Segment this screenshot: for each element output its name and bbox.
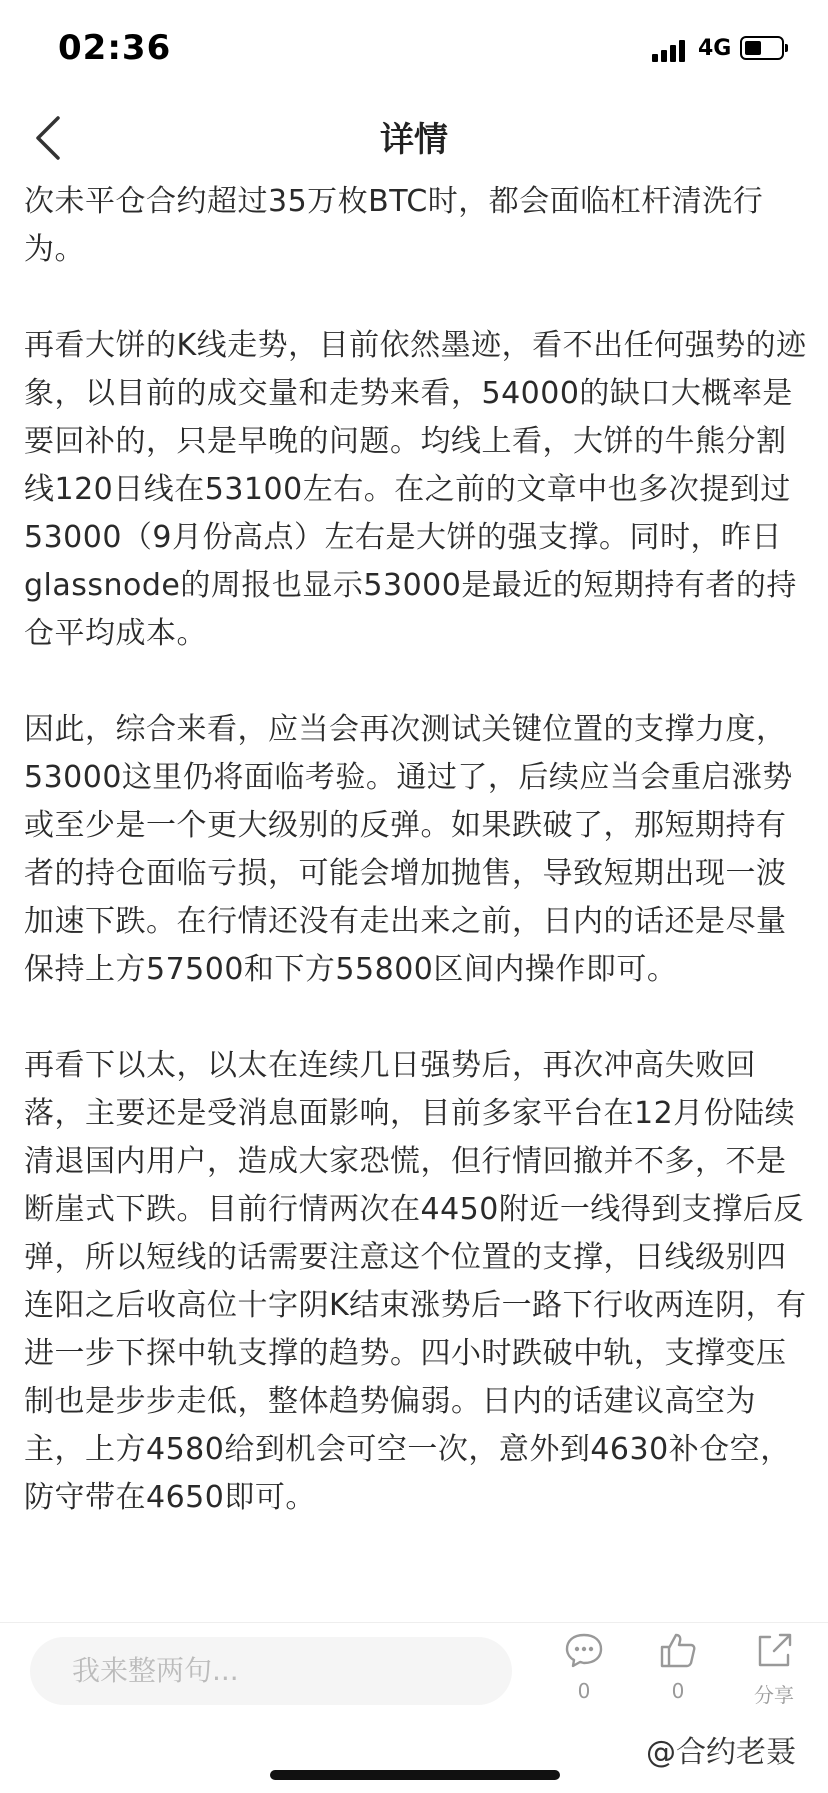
status-bar <box>0 0 828 100</box>
like-count: 0 <box>671 1679 685 1703</box>
page-title: 详情 <box>380 120 448 160</box>
article-paragraph: 次未平仓合约超过35万枚BTC时，都会面临杠杆清洗行为。 <box>24 184 764 267</box>
share-label: 分享 <box>754 1683 794 1707</box>
thumbs-up-icon <box>658 1631 698 1669</box>
network-type: 4G <box>698 36 732 61</box>
bottom-action-bar <box>0 1622 828 1793</box>
battery-icon <box>740 36 784 60</box>
article-paragraph: 再看下以太，以太在连续几日强势后，再次冲高失败回落，主要还是受消息面影响，目前多家平台在12月份陆续清退国内用户，造成大家恐慌，但行情回撤并不多，不是断崖式下跌。目前行情两次在4450附近一线得到支撑后反弹，所以短线的话需要注意这个位置的支撑，日线级别四连阳之后收高位十字阴K结束涨势后一路下行收两连阴，有进一步下探中轨支撑的趋势。四小时跌破中轨，支撑变压制也是步步走低，整体趋势偏弱。日内的话建议高空为主，上方4580给到机会可空一次，意外到4630补仓空，防守带在4650即可。 <box>24 1048 807 1515</box>
comment-button[interactable] <box>544 1631 624 1703</box>
article-body <box>24 178 812 1618</box>
comment-input[interactable]: 我来整两句... <box>30 1637 512 1705</box>
article-paragraph: 再看大饼的K线走势，目前依然墨迹，看不出任何强势的迹象，以目前的成交量和走势来看，54000的缺口大概率是要回补的，只是早晚的问题。均线上看，大饼的牛熊分割线120日线在53100左右。在之前的文章中也多次提到过53000（9月份高点）左右是大饼的强支撑。同时，昨日glassnode的周报也显示53000是最近的短期持有者的持仓平均成本。 <box>24 328 807 651</box>
home-indicator[interactable] <box>270 1770 560 1780</box>
status-time: 02:36 <box>58 28 172 68</box>
nav-bar <box>0 100 828 176</box>
comment-bubble-icon <box>564 1631 604 1669</box>
share-icon <box>754 1631 794 1669</box>
like-button[interactable] <box>638 1631 718 1703</box>
share-button[interactable] <box>734 1631 814 1708</box>
watermark: @合约老聂 <box>646 1735 796 1770</box>
signal-bars-icon <box>652 38 692 62</box>
article-paragraph: 因此，综合来看，应当会再次测试关键位置的支撑力度，53000这里仍将面临考验。通过了，后续应当会重启涨势或至少是一个更大级别的反弹。如果跌破了，那短期持有者的持仓面临亏损，可能会增加抛售，导致短期出现一波加速下跌。在行情还没有走出来之前，日内的话还是尽量保持上方57500和下方55800区间内操作即可。 <box>24 712 793 987</box>
comment-count: 0 <box>577 1679 591 1703</box>
